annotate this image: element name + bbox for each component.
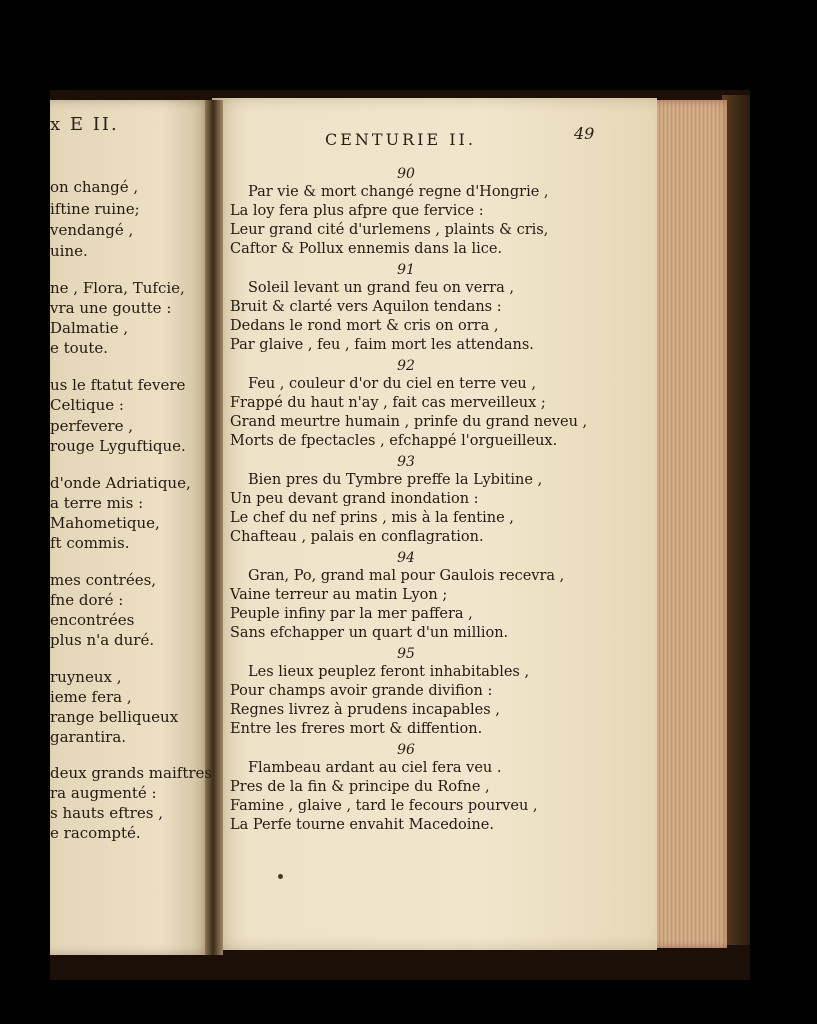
left-page-line: deux grands maiftres [50, 764, 213, 782]
left-page-line: mes contrées, [50, 571, 157, 589]
quatrain [226, 358, 656, 451]
left-page-line: Mahometique, [50, 514, 160, 532]
quatrain-number: 94 [397, 550, 415, 566]
left-page-line: uine. [50, 242, 88, 260]
left-page-line: range belliqueux [50, 708, 179, 726]
quatrain-line: Vaine terreur au matin Lyon ; [230, 587, 448, 603]
left-page-line: encontrées [50, 611, 135, 629]
left-page-line: ft commis. [50, 534, 130, 552]
quatrain-line: Peuple infiny par la mer paffera , [230, 606, 473, 622]
left-page-line: on changé , [50, 178, 139, 196]
quatrain-line: Les lieux peuplez feront inhabitables , [248, 664, 530, 680]
page-edges [652, 100, 727, 948]
left-page-line: perfevere , [50, 417, 134, 435]
quatrain-line: Dedans le rond mort & cris on orra , [230, 318, 499, 334]
left-page-line: vendangé , [50, 221, 134, 239]
quatrain [226, 166, 656, 259]
quatrain [226, 646, 656, 739]
quatrain-number: 92 [397, 358, 415, 374]
left-page-line: e racompté. [50, 824, 141, 842]
left-page-line: ne , Flora, Tufcie, [50, 279, 185, 297]
quatrain-line: Frappé du haut n'ay , fait cas merveilleux ; [230, 395, 546, 411]
quatrain-line: Caftor & Pollux ennemis dans la lice. [230, 241, 503, 257]
quatrain-number: 95 [397, 646, 415, 662]
quatrain-line: Leur grand cité d'urlemens , plaints & cris, [230, 222, 549, 238]
quatrain-line: Famine , glaive , tard le fecours pourveu , [230, 798, 538, 814]
left-page-line: ruyneux , [50, 668, 122, 686]
right-page-header: CENTURIE II. [325, 130, 476, 149]
left-page-line: a terre mis : [50, 494, 144, 512]
quatrain-line: Morts de fpectacles , efchappé l'orgueilleux. [230, 433, 558, 449]
quatrain-line: Flambeau ardant au ciel fera veu . [248, 760, 502, 776]
quatrain [226, 454, 656, 547]
left-page-line: Celtique : [50, 396, 124, 414]
left-page-line: plus n'a duré. [50, 631, 155, 649]
paper-spot [278, 874, 283, 879]
quatrain-line: Chafteau , palais en conflagration. [230, 529, 484, 545]
quatrain-number: 90 [397, 166, 415, 182]
quatrain-list [226, 166, 656, 838]
left-page-line: rouge Lyguftique. [50, 437, 186, 455]
left-page-line: vra une goutte : [50, 299, 172, 317]
quatrain-line: Grand meurtre humain , prinfe du grand neveu , [230, 414, 588, 430]
left-page-line: iftine ruine; [50, 200, 140, 218]
quatrain [226, 550, 656, 643]
quatrain-line: Entre les freres mort & diffention. [230, 721, 483, 737]
quatrain-number: 96 [397, 742, 415, 758]
left-page-line: garantira. [50, 728, 127, 746]
quatrain [226, 742, 656, 835]
book-gutter [205, 100, 223, 955]
quatrain-line: Pres de la fin & principe du Rofne , [230, 779, 490, 795]
quatrain-line: Bruit & clarté vers Aquilon tendans : [230, 299, 502, 315]
page-number: 49 [574, 124, 595, 143]
quatrain-line: Gran, Po, grand mal pour Gaulois recevra , [248, 568, 565, 584]
quatrain-number: 93 [397, 454, 415, 470]
quatrain-line: La loy fera plus afpre que fervice : [230, 203, 484, 219]
quatrain [226, 262, 656, 355]
quatrain-line: Regnes livrez à prudens incapables , [230, 702, 500, 718]
left-page-line: d'onde Adriatique, [50, 474, 191, 492]
quatrain-line: Soleil levant un grand feu on verra , [248, 280, 515, 296]
quatrain-line: Par glaive , feu , faim mort les attendans. [230, 337, 534, 353]
left-page-header: x E II. [50, 114, 119, 135]
quatrain-line: Feu , couleur d'or du ciel en terre veu , [248, 376, 536, 392]
quatrain-line: Bien pres du Tymbre preffe la Lybitine , [248, 472, 543, 488]
quatrain-line: Pour champs avoir grande divifion : [230, 683, 493, 699]
quatrain-line: Par vie & mort changé regne d'Hongrie , [248, 184, 549, 200]
left-page-line: Dalmatie , [50, 319, 129, 337]
quatrain-line: Un peu devant grand inondation : [230, 491, 479, 507]
left-page-line: us le ftatut fevere [50, 376, 186, 394]
quatrain-line: Sans efchapper un quart d'un million. [230, 625, 509, 641]
quatrain-line: La Perfe tourne envahit Macedoine. [230, 817, 494, 833]
left-page-line: e toute. [50, 339, 109, 357]
left-page-line: ra augmenté : [50, 784, 157, 802]
left-page-line: s hauts eftres , [50, 804, 163, 822]
quatrain-line: Le chef du nef prins , mis à la fentine , [230, 510, 514, 526]
quatrain-number: 91 [397, 262, 415, 278]
left-page-line: ieme fera , [50, 688, 132, 706]
left-page-line: fne doré : [50, 591, 124, 609]
